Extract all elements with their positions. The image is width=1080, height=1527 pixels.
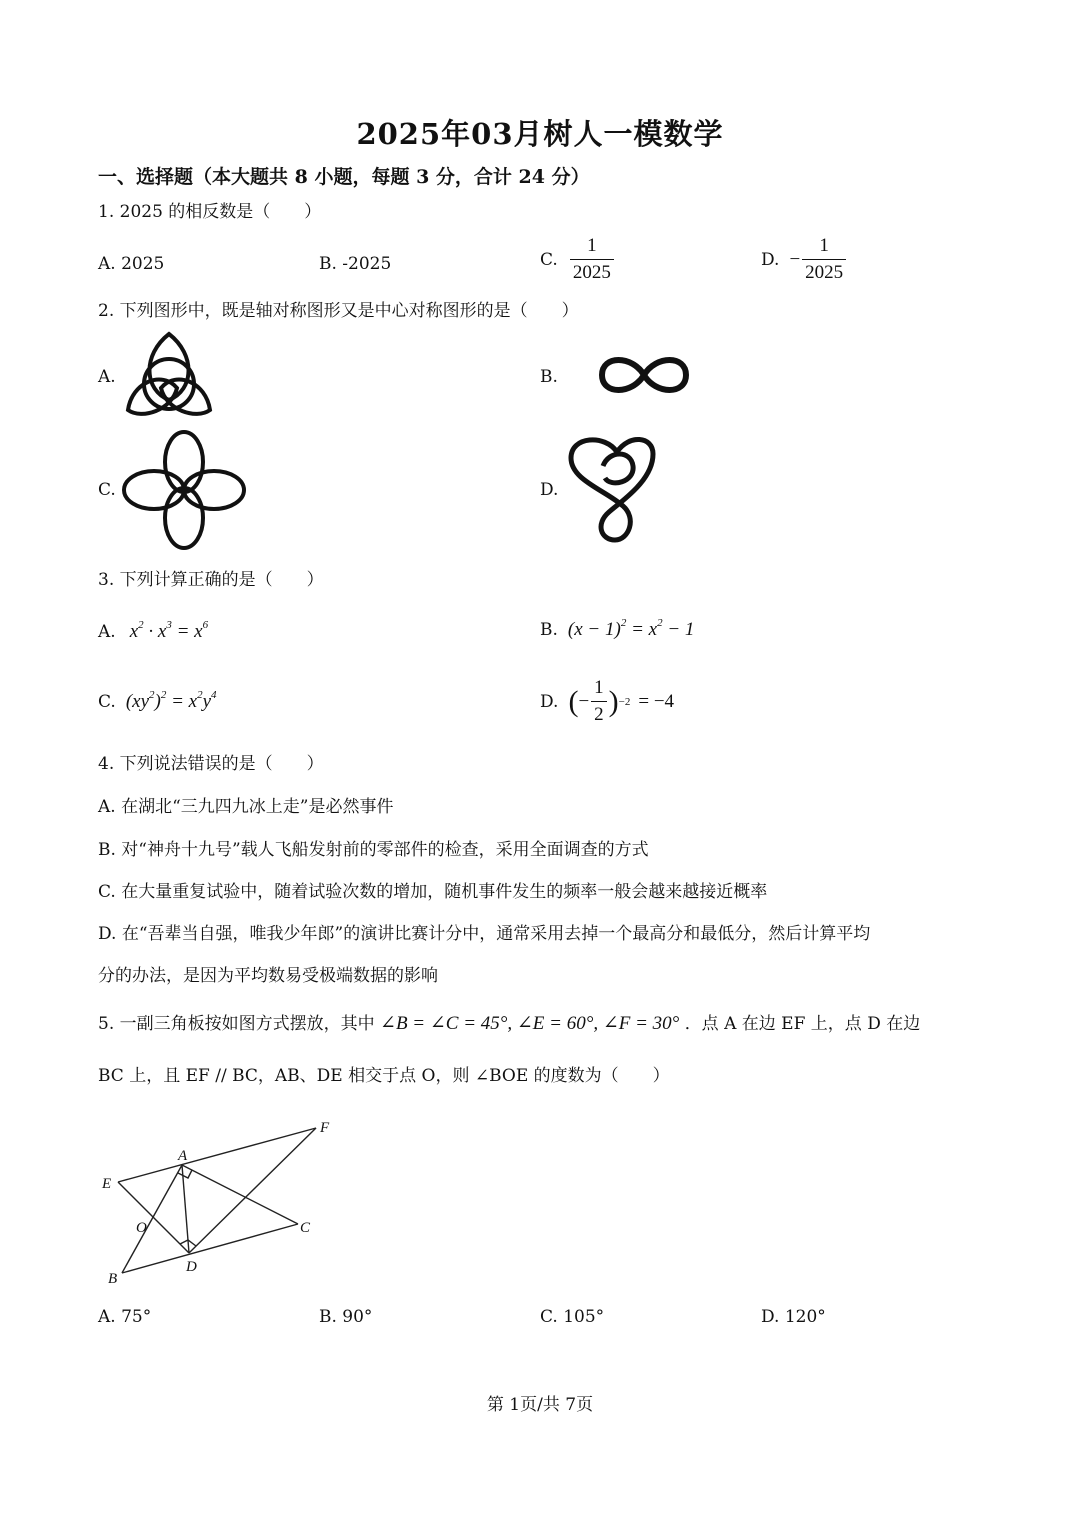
q4-option-d-continued: 分的办法，是因为平均数易受极端数据的影响 <box>98 966 438 986</box>
q1-d-denominator: 2025 <box>802 259 846 285</box>
label-O: O <box>136 1220 147 1236</box>
q5-option-a[interactable]: A. 75° <box>98 1307 152 1327</box>
q4-option-c[interactable]: C. 在大量重复试验中，随着试验次数的增加，随机事件发生的频率一般会越来越接近概率 <box>98 882 768 902</box>
right-angle-mark-A <box>178 1170 192 1178</box>
page-title: 2025年03月树人一模数学 <box>356 117 724 151</box>
q3-option-d-label: D. <box>540 691 559 712</box>
question-2-stem: 2. 下列图形中，既是轴对称图形又是中心对称图形的是（ ） <box>98 301 579 321</box>
q5-stem-suffix: ．点 A 在边 EF 上，点 D 在边 <box>684 1014 921 1034</box>
q3-option-b[interactable] <box>540 618 694 642</box>
q1-option-d-fraction <box>802 234 846 285</box>
q1-d-sign: − <box>789 248 801 270</box>
q2-option-d[interactable]: D. <box>540 480 559 500</box>
question-3-stem: 3. 下列计算正确的是（ ） <box>98 570 324 590</box>
q5-option-b[interactable]: B. 90° <box>319 1307 373 1327</box>
q1-option-c-fraction <box>570 234 614 285</box>
q3-option-b-expression: $(x - 1)^2 = x^2 - 1$ <box>567 617 695 640</box>
q3-option-a-label: A. <box>98 622 116 642</box>
q3-option-c-label: C. <box>98 692 116 712</box>
page-number: 第 1页/共 7页 <box>486 1395 594 1415</box>
q4-option-d[interactable]: D. 在“吾辈当自强，唯我少年郎”的演讲比赛计分中，通常采用去掉一个最高分和最低分，然后计算平均 <box>98 924 871 944</box>
q4-option-b[interactable]: B. 对“神舟十九号”载人飞船发射前的零部件的检查，采用全面调查的方式 <box>98 840 649 860</box>
label-B: B <box>108 1271 118 1287</box>
label-A: A <box>178 1148 188 1164</box>
q1-option-c-label: C. <box>540 249 558 270</box>
label-D: D <box>186 1259 197 1275</box>
triangle-figure <box>96 1110 346 1290</box>
q2-option-b[interactable]: B. <box>540 367 558 387</box>
question-1-stem: 1. 2025 的相反数是（ ） <box>98 202 322 222</box>
label-F: F <box>320 1120 330 1136</box>
triquetra-icon <box>122 330 217 420</box>
q3-option-d-expression: ( − $\frac{1}{2}$ ) −2 = −4 <box>568 677 675 725</box>
question-5-stem-line1 <box>98 1012 920 1036</box>
q5-option-d[interactable]: D. 120° <box>761 1307 826 1327</box>
q3-option-a[interactable] <box>98 620 208 644</box>
q3-option-d[interactable] <box>540 676 674 727</box>
label-E: E <box>102 1176 112 1192</box>
q5-stem-prefix: 5. 一副三角板按如图方式摆放，其中 <box>98 1014 375 1034</box>
q2-option-c[interactable]: C. <box>98 480 116 500</box>
label-C: C <box>300 1220 311 1236</box>
q1-option-d-label: D. <box>761 249 780 270</box>
q3-option-c[interactable] <box>98 690 217 714</box>
question-4-stem: 4. 下列说法错误的是（ ） <box>98 754 324 774</box>
segment-ED <box>118 1182 189 1253</box>
q5-angle-conditions: ∠B = ∠C = 45°, ∠E = 60°, ∠F = 30° <box>380 1013 680 1034</box>
q3-option-c-expression: $(xy^2)^2 = x^2y^4$ <box>125 689 217 712</box>
four-petal-icon <box>122 430 246 550</box>
q3-option-b-label: B. <box>540 620 558 640</box>
q1-option-d[interactable] <box>761 234 848 285</box>
q5-option-c[interactable]: C. 105° <box>540 1307 605 1327</box>
q2-option-a[interactable]: A. <box>98 367 116 387</box>
question-5-stem-line2: BC 上，且 EF // BC，AB、DE 相交于点 O，则 ∠BOE 的度数为（ ） <box>98 1066 670 1086</box>
q4-option-a[interactable]: A. 在湖北“三九四九冰上走”是必然事件 <box>98 797 394 817</box>
q1-option-c[interactable] <box>540 234 616 285</box>
section-heading: 一、选择题（本大题共 8 小题，每题 3 分，合计 24 分） <box>98 166 590 188</box>
heart-knot-icon <box>565 432 660 544</box>
q1-c-denominator: 2025 <box>570 259 614 285</box>
q1-d-numerator: 1 <box>819 235 829 256</box>
segment-AC <box>182 1165 298 1224</box>
segment-DF <box>189 1128 316 1253</box>
infinity-icon <box>598 350 690 400</box>
segment-EF <box>118 1128 316 1182</box>
q3-option-a-expression: $x^2 \cdot x^3 = x^6$ <box>129 619 209 642</box>
q1-option-b[interactable]: B. -2025 <box>319 254 392 274</box>
q1-c-numerator: 1 <box>587 235 597 256</box>
segment-AB <box>122 1165 182 1273</box>
q1-option-a[interactable]: A. 2025 <box>98 254 165 274</box>
